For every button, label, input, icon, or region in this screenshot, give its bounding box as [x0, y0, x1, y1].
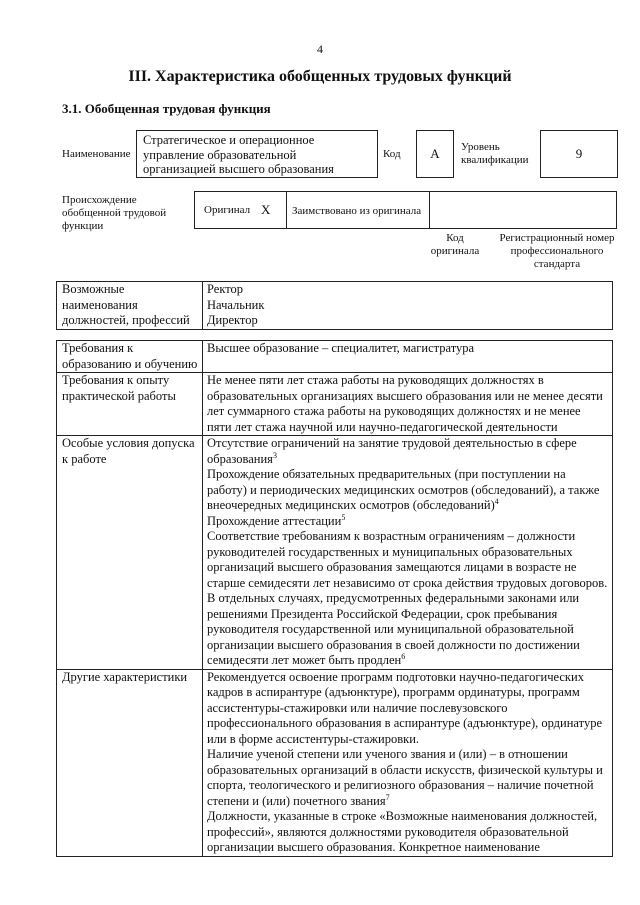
- row-value: [203, 436, 613, 670]
- orig-code-label: Код оригинала: [430, 232, 480, 257]
- original-label: Оригинал: [204, 204, 251, 216]
- positions-values: [203, 282, 613, 330]
- positions-label: Возможные наименования должностей, профессий: [57, 282, 203, 330]
- divider: [286, 191, 287, 229]
- row-label: Другие характеристики: [57, 669, 203, 856]
- level-label: Уровень квалификации: [461, 141, 529, 166]
- code-value: А: [416, 130, 454, 178]
- requirements-table: [56, 340, 613, 857]
- origin-row: [194, 191, 617, 229]
- footnote-ref: 4: [494, 496, 499, 506]
- name-label: Наименование: [62, 148, 131, 160]
- divider: [429, 191, 430, 229]
- origin-label: Происхождение обобщенной трудовой функции: [62, 194, 167, 232]
- footnote-ref: 6: [401, 651, 406, 661]
- paragraph: Наличие ученой степени или ученого звания и (или) – в отношении образовательных организаций в области искусств, физической культуры и спорта, теологического и религиозного образования – наличие почетной степени и (или) почетного звания: [207, 747, 603, 808]
- paragraph: Соответствие требованиям к возрастным ограничениям – должности руководителей государственных и муниципальных образовательных организаций высшего образования замещаются лицами в возрасте не старше семидесяти лет независимо от срока действия трудовых договоров. В отдельных случаях, предусмотренных федеральными законами или решениями Президента Российской Федерации, срок пребывания руководителя государственной или муниципальной образовательной организации высшего образования в своей должности по достижении семидесяти лет может быть продлен: [207, 529, 608, 667]
- paragraph: Должности, указанные в строке «Возможные наименования должностей, профессий», являются должностями руководителя образовательной организации высшего образования. Конкретное наименование: [207, 809, 598, 854]
- position-item: Начальник: [207, 297, 265, 312]
- paragraph: Отсутствие ограничений на занятие трудовой деятельностью в сфере образования: [207, 436, 577, 466]
- level-value: 9: [540, 130, 618, 178]
- paragraph: Рекомендуется освоение программ подготовки научно-педагогических кадров в аспирантуре (адъюнктуре), программ ординатуры, программ ассистентуры-стажировки или наличие послевузовского профессионального образования в аспирантуре (адъюнктуре), ординатуре или в форме ассистентуры-стажировки.: [207, 669, 602, 746]
- paragraph: Прохождение обязательных предварительных (при поступлении на работу) и периодических медицинских осмотров (обследований), а также внеочередных медицинских осмотров (обследований): [207, 467, 600, 512]
- position-item: Директор: [207, 313, 258, 327]
- table-row: [57, 373, 613, 436]
- row-value: Не менее пяти лет стажа работы на руководящих должностях в образовательных организациях высшего образования или не менее десяти лет суммарного стажа работы на руководящих должностях и не менее пяти лет стажа научной или научно-педагогической деятельности: [203, 373, 613, 436]
- row-label: Особые условия допуска к работе: [57, 436, 203, 670]
- borrowed-label: Заимствовано из оригинала: [292, 205, 422, 217]
- positions-table: [56, 281, 613, 330]
- table-row: [57, 669, 613, 856]
- footnote-ref: 3: [272, 450, 277, 460]
- row-label: Требования к образованию и обучению: [57, 341, 203, 373]
- table-row: [57, 436, 613, 670]
- footnote-ref: 7: [385, 792, 390, 802]
- reg-number-label: Регистрационный номер профессионального стандарта: [499, 232, 615, 270]
- code-label: Код: [383, 148, 401, 160]
- original-mark: X: [261, 202, 271, 217]
- subsection-title: 3.1. Обобщенная трудовая функция: [62, 101, 271, 116]
- page-number: 4: [317, 42, 323, 56]
- table-row: [57, 341, 613, 373]
- row-label: Требования к опыту практической работы: [57, 373, 203, 436]
- row-value: [203, 669, 613, 856]
- row-value: Высшее образование – специалитет, магистратура: [203, 341, 613, 373]
- name-value: Стратегическое и операционное управление образовательной организацией высшего образования: [136, 130, 378, 178]
- paragraph: Прохождение аттестации: [207, 513, 342, 528]
- position-item: Ректор: [207, 282, 244, 296]
- footnote-ref: 5: [341, 512, 346, 522]
- section-title: III. Характеристика обобщенных трудовых функций: [128, 68, 512, 85]
